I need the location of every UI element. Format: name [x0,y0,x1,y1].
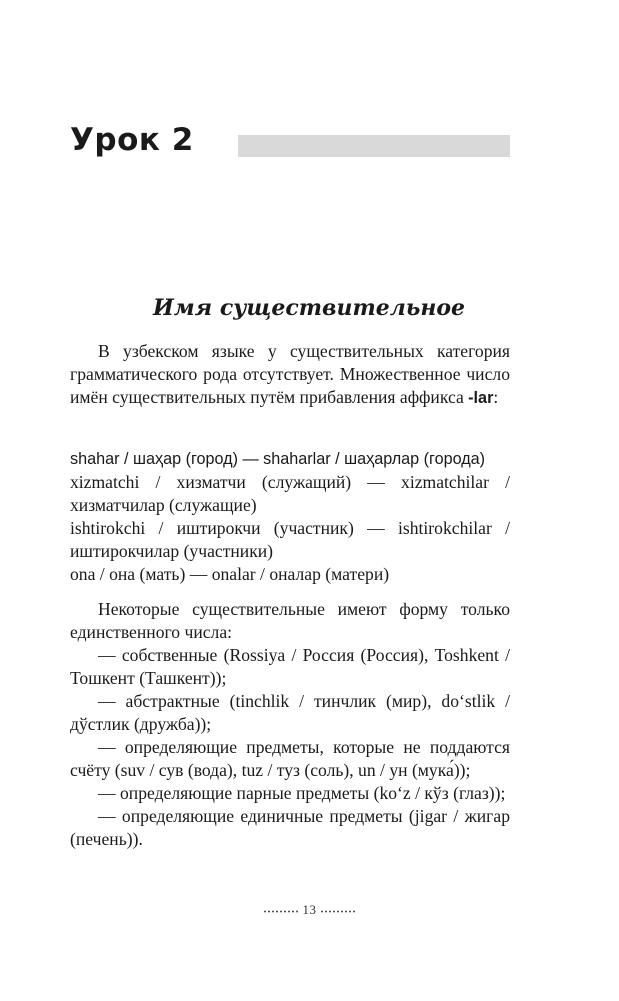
lesson-title: Урок 2 [70,122,194,158]
intro-body: В узбекском языке у существительных категория грамматического рода отсутствует. Множественное число имён существительных путём прибавления аффикса [70,341,510,407]
singular-only-item: — собственные (Rossiya / Россия (Россия), Toshkent / Тошкент (Ташкент)); [70,645,510,688]
example-item: ona / она (мать) — onalar / оналар (матери) [70,564,390,584]
dotted-leader-right [320,910,356,913]
singular-only-item: — определяющие единичные предметы (jigar / жигар (печень)). [70,806,510,849]
page-footer [0,902,619,918]
intro-text [70,340,510,410]
singular-only-item: — определяющие парные предметы (ko‘z / кўз (глаз)); [98,783,506,803]
singular-only-item: — определяющие предметы, которые не поддаются счёту (suv / сув (вода), tuz / туз (соль), un / ун (мука́)); [70,737,510,780]
example-item: shahar / шаҳар (город) — shaharlar / шаҳарлар (города) [70,450,486,468]
intro-tail: : [493,387,499,407]
intro-paragraph [70,340,510,410]
section-heading: Имя существительное [152,295,466,321]
example-item: ishtirokchi / иштирокчи (участник) — ishtirokchilar / иштирокчилар (участники) [70,518,510,561]
singular-only-item: — абстрактные (tinchlik / тинчлик (мир), do‘stlik / дўстлик (дружба)); [70,691,510,734]
intro-affix: -lar [468,389,494,407]
examples-list [70,448,510,586]
page-number: 13 [302,902,317,917]
title-decoration-bar [238,135,510,157]
example-item: xizmatchi / хизматчи (служащий) — xizmatchilar / хизматчилар (служащие) [70,472,510,515]
singular-only-section [70,598,510,851]
singular-only-intro: Некоторые существительные имеют форму только единственного числа: [70,599,510,642]
dotted-leader-left [263,910,299,913]
